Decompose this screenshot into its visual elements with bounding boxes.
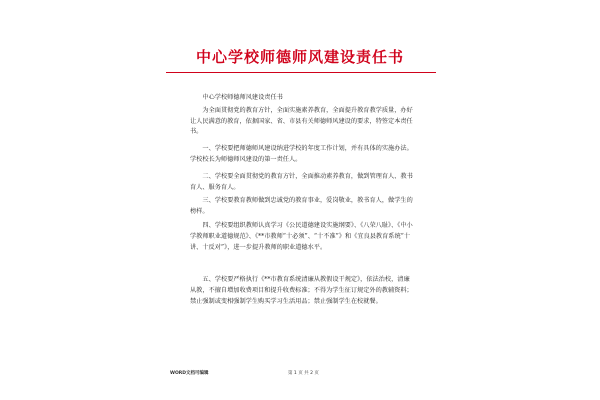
document-title: 中心学校师德师风建设责任书: [195, 48, 404, 66]
paragraph-clause-5: 五、学校要严格执行《**市教育系统清廉从教假设干规定》，依法治校，清廉从教，不擅自增加收费项目和提升收费标准；不得为学生征订规定外的教辅资料；禁止强制或变相强制学生购买学习生活用品；禁止强制学生在校就餐。: [190, 276, 413, 305]
paragraph-clause-4: 四、学校要组织教师认真学习《公民道德建设实施纲要》、《八荣八耻》、《中小学教师职业道德规范》、《**市教师“十必须”、“十不准”》和《宜良县教育系统“十讲、十反对”》，进一步提升教师的职业道德水平。: [190, 221, 413, 251]
document-body: [190, 93, 415, 308]
footer-editable-note: WORD文档可编辑: [170, 371, 209, 376]
title-divider: [166, 72, 436, 73]
paragraph-clause-2: 二、学校要全面贯彻党的教育方针，全面推动素养教育，做到管理育人、教书育人、服务育人。: [190, 172, 413, 191]
paragraph-clause-1: 一、学校要把师德师风建设纳进学校的年度工作计划，并有具体的实施办法。学校校长为师德师风建设的第一责任人。: [190, 145, 413, 163]
paragraph-intro: 为全面贯彻党的教育方针，全面实施素养教育，全面提升教育教学质量，办好让人民满意的教育，依据国家、省、市县有关师德师风建设的要求，特签定本责任书。: [190, 106, 413, 136]
paragraph-clause-3: 三、学校要教育教师做到忠诚党的教育事业，爱岗敬业，教书育人，做学生的榜样。: [190, 197, 413, 216]
document-subtitle: 中心学校师德师风建设责任书: [202, 94, 283, 101]
footer-page-number: 第 1 页 共 2 页: [288, 371, 319, 376]
